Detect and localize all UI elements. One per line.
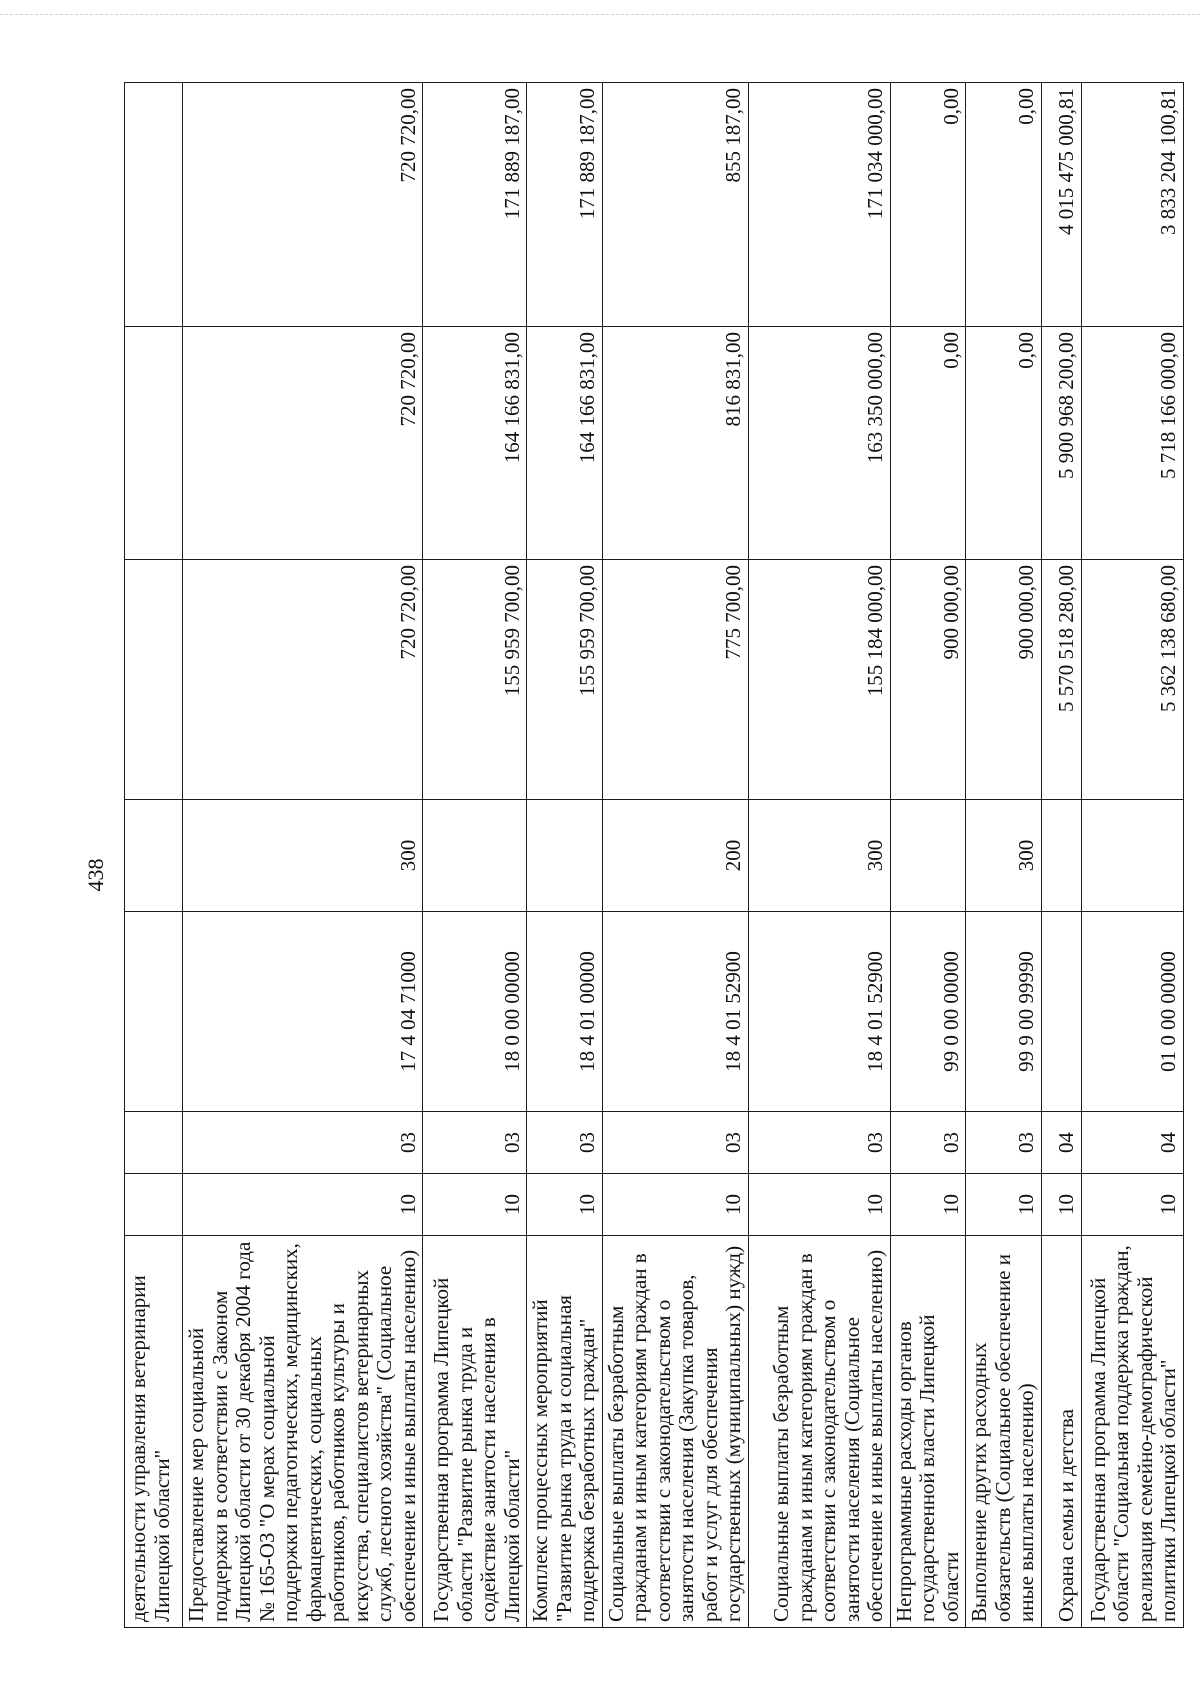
table-row [1081, 83, 1183, 1628]
row-name: Комплекс процессных мероприятий "Развитие рынка труда и социальная поддержка безработных граждан" [527, 1236, 603, 1628]
subsection-code: 03 [423, 1112, 527, 1174]
target-article-code: 18 4 01 52900 [602, 912, 748, 1112]
subsection-code: 04 [1081, 1112, 1183, 1174]
section-code: 10 [1041, 1174, 1081, 1236]
page-number: 438 [83, 858, 108, 892]
table-row [527, 83, 603, 1628]
subsection-code [125, 1112, 183, 1174]
target-article-code: 18 4 01 52900 [748, 912, 890, 1112]
amount-year-1: 5 362 138 680,00 [1081, 560, 1183, 800]
section-code: 10 [602, 1174, 748, 1236]
expense-type-code: 300 [966, 800, 1042, 912]
amount-year-3: 171 889 187,00 [527, 83, 603, 327]
row-name: Социальные выплаты безработным гражданам и иным категориям граждан в соответствии с законодательством о занятости населения (Социальное обеспечение и иные выплаты населению) [748, 1236, 890, 1628]
subsection-code: 03 [748, 1112, 890, 1174]
section-code: 10 [1081, 1174, 1183, 1236]
subsection-code: 03 [602, 1112, 748, 1174]
row-name: Предоставление мер социальной поддержки в соответствии с Законом Липецкой области от 30 декабря 2004 года № 165-ОЗ "О мерах социальной поддержки педагогических, медицинских, фармацевтических, социальных работников, работников культуры и искусства, специалистов ветеринарных служб, лесного хозяйства" (Социальное обеспечение и иные выплаты населению) [183, 1236, 423, 1628]
amount-year-2: 5 900 968 200,00 [1041, 327, 1081, 560]
expense-type-code: 200 [602, 800, 748, 912]
target-article-code: 18 4 01 00000 [527, 912, 603, 1112]
table-row [602, 83, 748, 1628]
amount-year-3: 0,00 [966, 83, 1042, 327]
expense-type-code [423, 800, 527, 912]
row-name: Непрограммные расходы органов государственной власти Липецкой области [890, 1236, 966, 1628]
rotated-table-container [124, 83, 1181, 1628]
amount-year-1: 720 720,00 [183, 560, 423, 800]
amount-year-2 [125, 327, 183, 560]
expense-type-code: 300 [183, 800, 423, 912]
row-name: Государственная программа Липецкой области "Социальная поддержка граждан, реализация семейно-демографической политики Липецкой области" [1081, 1236, 1183, 1628]
row-name: Охрана семьи и детства [1041, 1236, 1081, 1628]
row-name: Социальные выплаты безработным гражданам и иным категориям граждан в соответствии с законодательством о занятости населения (Закупка товаров, работ и услуг для обеспечения государственных (муниципальных) нужд) [602, 1236, 748, 1628]
table-body [125, 83, 1184, 1628]
table-row [1041, 83, 1081, 1628]
amount-year-3: 0,00 [890, 83, 966, 327]
target-article-code: 17 4 04 71000 [183, 912, 423, 1112]
amount-year-2: 816 831,00 [602, 327, 748, 560]
expense-type-code: 300 [748, 800, 890, 912]
subsection-code: 03 [183, 1112, 423, 1174]
expense-type-code [1081, 800, 1183, 912]
target-article-code: 01 0 00 00000 [1081, 912, 1183, 1112]
expense-type-code [527, 800, 603, 912]
section-code: 10 [183, 1174, 423, 1236]
amount-year-3: 4 015 475 000,81 [1041, 83, 1081, 327]
expense-type-code [890, 800, 966, 912]
amount-year-1: 155 959 700,00 [527, 560, 603, 800]
table-row [748, 83, 890, 1628]
row-name: деятельности управления ветеринарии Липецкой области" [125, 1236, 183, 1628]
amount-year-3: 3 833 204 100,81 [1081, 83, 1183, 327]
amount-year-1 [125, 560, 183, 800]
subsection-code: 03 [527, 1112, 603, 1174]
row-name: Государственная программа Липецкой области "Развитие рынка труда и содействие занятости населения в Липецкой области" [423, 1236, 527, 1628]
amount-year-3: 720 720,00 [183, 83, 423, 327]
amount-year-2: 164 166 831,00 [527, 327, 603, 560]
section-code: 10 [966, 1174, 1042, 1236]
amount-year-1: 900 000,00 [890, 560, 966, 800]
target-article-code [1041, 912, 1081, 1112]
budget-table [124, 82, 1184, 1628]
expense-type-code [125, 800, 183, 912]
amount-year-1: 5 570 518 280,00 [1041, 560, 1081, 800]
scan-top-edge [0, 14, 1200, 15]
amount-year-3 [125, 83, 183, 327]
section-code: 10 [748, 1174, 890, 1236]
target-article-code: 18 0 00 00000 [423, 912, 527, 1112]
subsection-code: 04 [1041, 1112, 1081, 1174]
target-article-code: 99 9 00 99990 [966, 912, 1042, 1112]
table-row [966, 83, 1042, 1628]
target-article-code: 99 0 00 00000 [890, 912, 966, 1112]
table-row [183, 83, 423, 1628]
target-article-code [125, 912, 183, 1112]
table-row [890, 83, 966, 1628]
amount-year-1: 900 000,00 [966, 560, 1042, 800]
amount-year-3: 171 889 187,00 [423, 83, 527, 327]
section-code: 10 [423, 1174, 527, 1236]
amount-year-2: 720 720,00 [183, 327, 423, 560]
amount-year-2: 164 166 831,00 [423, 327, 527, 560]
amount-year-2: 0,00 [966, 327, 1042, 560]
subsection-code: 03 [966, 1112, 1042, 1174]
section-code: 10 [890, 1174, 966, 1236]
amount-year-3: 855 187,00 [602, 83, 748, 327]
amount-year-1: 155 184 000,00 [748, 560, 890, 800]
subsection-code: 03 [890, 1112, 966, 1174]
amount-year-2: 5 718 166 000,00 [1081, 327, 1183, 560]
amount-year-1: 775 700,00 [602, 560, 748, 800]
section-code [125, 1174, 183, 1236]
expense-type-code [1041, 800, 1081, 912]
amount-year-3: 171 034 000,00 [748, 83, 890, 327]
amount-year-1: 155 959 700,00 [423, 560, 527, 800]
amount-year-2: 163 350 000,00 [748, 327, 890, 560]
table-row [125, 83, 183, 1628]
table-row [423, 83, 527, 1628]
row-name: Выполнение других расходных обязательств (Социальное обеспечение и иные выплаты населению) [966, 1236, 1042, 1628]
section-code: 10 [527, 1174, 603, 1236]
amount-year-2: 0,00 [890, 327, 966, 560]
